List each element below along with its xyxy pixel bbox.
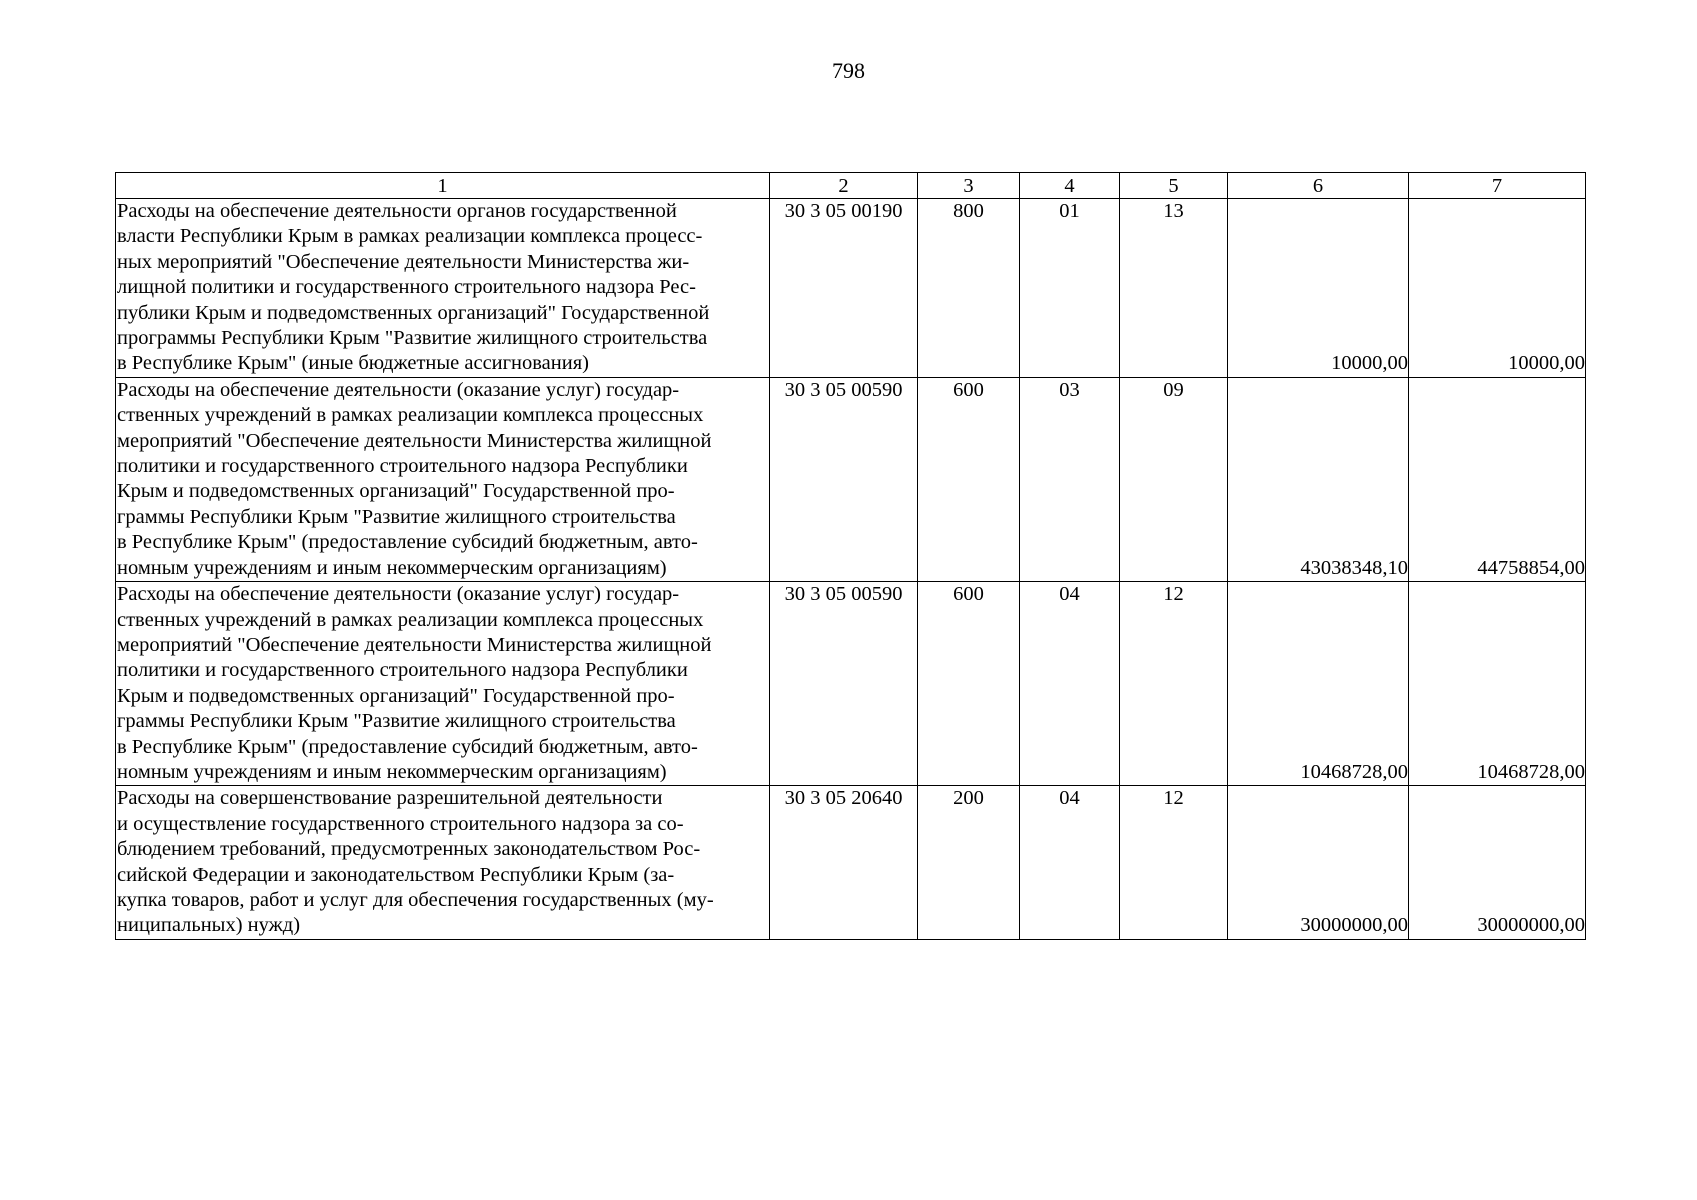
- description-line: программы Республики Крым "Развитие жилищного строительства: [117, 327, 708, 350]
- column-header: 6: [1228, 173, 1409, 199]
- description-line: Расходы на совершенствование разрешительной деятельности: [117, 787, 663, 810]
- description-line: мероприятий "Обеспечение деятельности Министерства жилищной: [117, 429, 712, 452]
- table-row: [116, 199, 1586, 378]
- description-line: ных мероприятий "Обеспечение деятельности Министерства жи-: [117, 250, 690, 273]
- description-line: граммы Республики Крым "Развитие жилищного строительства: [117, 710, 676, 733]
- subsection-code: 09: [1120, 377, 1228, 581]
- amount-column-6: 10468728,00: [1228, 582, 1409, 786]
- description-line: политики и государственного строительного надзора Республики: [117, 455, 688, 478]
- description-line: в Республике Крым" (иные бюджетные ассигнования): [117, 352, 589, 375]
- description-line: Крым и подведомственных организаций" Государственной про-: [117, 684, 675, 707]
- expense-type-code: 600: [918, 377, 1020, 581]
- expense-description: [116, 199, 770, 378]
- description-line: Расходы на обеспечение деятельности (оказание услуг) государ-: [117, 378, 680, 401]
- amount-column-6: 43038348,10: [1228, 377, 1409, 581]
- section-code: 01: [1020, 199, 1120, 378]
- expense-type-code: 600: [918, 582, 1020, 786]
- expense-description: [116, 582, 770, 786]
- target-article-code: 30 3 05 00190: [770, 199, 918, 378]
- table-header-row: [116, 173, 1586, 199]
- column-header: 1: [116, 173, 770, 199]
- amount-column-7: 10468728,00: [1409, 582, 1586, 786]
- page-number: 798: [832, 58, 865, 83]
- expense-type-code: 800: [918, 199, 1020, 378]
- column-header: 4: [1020, 173, 1120, 199]
- description-line: лищной политики и государственного строительного надзора Рес-: [117, 276, 696, 299]
- description-line: сийской Федерации и законодательством Республики Крым (за-: [117, 863, 675, 886]
- table-row: [116, 582, 1586, 786]
- description-line: купка товаров, работ и услуг для обеспечения государственных (му-: [117, 888, 714, 911]
- description-line: номным учреждениям и иным некоммерческим организациям): [117, 556, 667, 579]
- section-code: 04: [1020, 582, 1120, 786]
- subsection-code: 13: [1120, 199, 1228, 378]
- description-line: Расходы на обеспечение деятельности органов государственной: [117, 200, 677, 222]
- amount-column-7: 30000000,00: [1409, 786, 1586, 939]
- expense-description: [116, 786, 770, 939]
- expense-description: [116, 377, 770, 581]
- amount-column-7: 44758854,00: [1409, 377, 1586, 581]
- description-line: ственных учреждений в рамках реализации комплекса процессных: [117, 608, 704, 631]
- subsection-code: 12: [1120, 582, 1228, 786]
- amount-column-6: 30000000,00: [1228, 786, 1409, 939]
- column-header: 7: [1409, 173, 1586, 199]
- column-header: 5: [1120, 173, 1228, 199]
- description-line: Крым и подведомственных организаций" Государственной про-: [117, 480, 675, 503]
- subsection-code: 12: [1120, 786, 1228, 939]
- description-line: в Республике Крым" (предоставление субсидий бюджетным, авто-: [117, 735, 698, 758]
- description-line: в Республике Крым" (предоставление субсидий бюджетным, авто-: [117, 531, 698, 554]
- description-line: мероприятий "Обеспечение деятельности Министерства жилищной: [117, 633, 712, 656]
- section-code: 04: [1020, 786, 1120, 939]
- description-line: блюдением требований, предусмотренных законодательством Рос-: [117, 838, 701, 861]
- description-line: и осуществление государственного строительного надзора за со-: [117, 812, 684, 835]
- description-line: ниципальных) нужд): [117, 914, 301, 937]
- description-line: Расходы на обеспечение деятельности (оказание услуг) государ-: [117, 583, 680, 606]
- description-line: власти Республики Крым в рамках реализации комплекса процесс-: [117, 225, 703, 248]
- description-line: политики и государственного строительного надзора Республики: [117, 659, 688, 682]
- description-line: ственных учреждений в рамках реализации комплекса процессных: [117, 404, 704, 427]
- target-article-code: 30 3 05 00590: [770, 377, 918, 581]
- table-row: [116, 786, 1586, 939]
- section-code: 03: [1020, 377, 1120, 581]
- target-article-code: 30 3 05 00590: [770, 582, 918, 786]
- budget-table: [115, 172, 1586, 940]
- target-article-code: 30 3 05 20640: [770, 786, 918, 939]
- column-header: 2: [770, 173, 918, 199]
- amount-column-6: 10000,00: [1228, 199, 1409, 378]
- description-line: граммы Республики Крым "Развитие жилищного строительства: [117, 505, 676, 528]
- description-line: публики Крым и подведомственных организаций" Государственной: [117, 301, 710, 324]
- amount-column-7: 10000,00: [1409, 199, 1586, 378]
- expense-type-code: 200: [918, 786, 1020, 939]
- description-line: номным учреждениям и иным некоммерческим организациям): [117, 760, 667, 783]
- table-row: [116, 377, 1586, 581]
- column-header: 3: [918, 173, 1020, 199]
